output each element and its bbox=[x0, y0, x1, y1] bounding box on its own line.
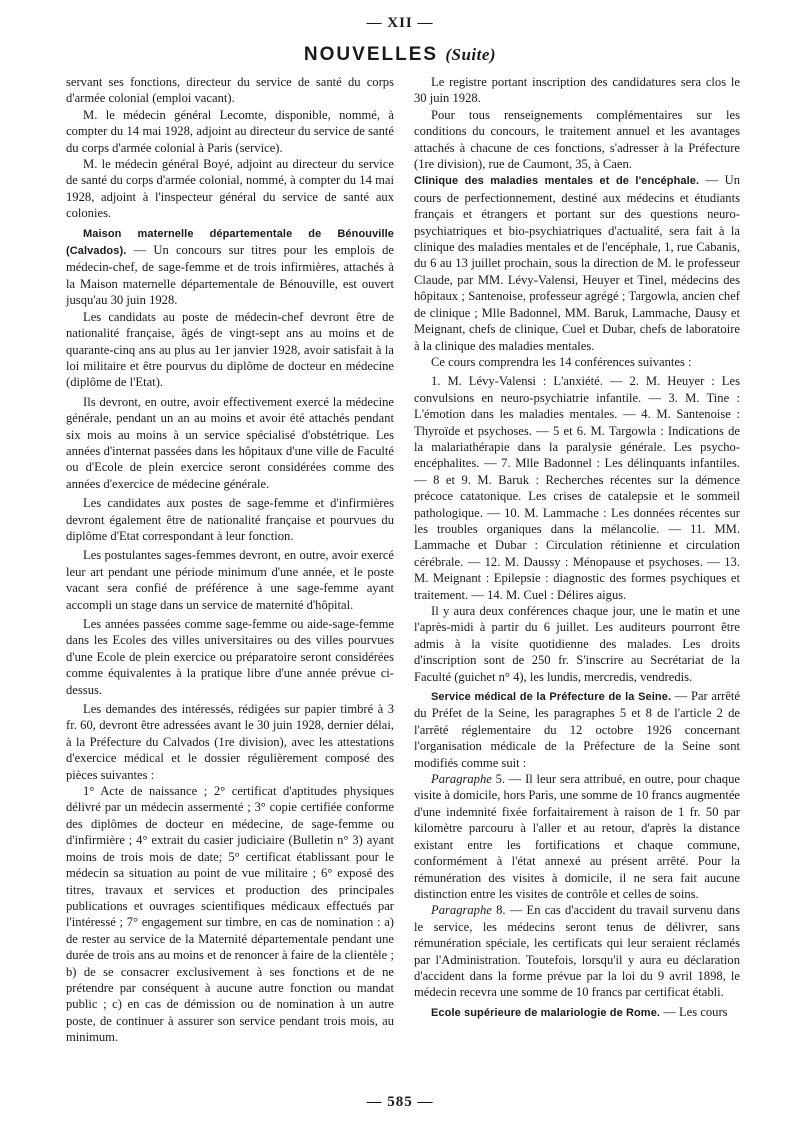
news-item-title: Maison maternelle départementale de Bénouville (Calvados). bbox=[66, 227, 394, 258]
news-item-title: Ecole supérieure de malariologie de Rome. bbox=[431, 1006, 661, 1019]
paragraph bbox=[414, 771, 740, 902]
paragraph: Pour tous renseignements complémentaires sur les conditions du concours, le traitement annuel et les avantages attachés à chacune de ces fonctions, s'adresser à la Préfecture (1re division), rue de Caumont, 35, à Caen. bbox=[414, 107, 740, 172]
paragraph-label: Paragraphe bbox=[431, 903, 492, 918]
paragraph bbox=[414, 902, 740, 1000]
paragraph: Les candidats au poste de médecin-chef devront être de nationalité française, âgés de vingt-sept ans au moins et de quarante-cinq ans au plus au 1er janvier 1928, avoir satisfait à la loi militaire et être pourvus du diplôme de docteur en médecine (diplôme de l'Etat). bbox=[66, 309, 394, 390]
section-title: NOUVELLES bbox=[303, 44, 439, 65]
paragraph: Le registre portant inscription des candidatures sera clos le 30 juin 1928. bbox=[414, 75, 740, 106]
news-item-text: — Un cours de perfectionnement, destiné aux médecins et étudiants français et étrangers et portant sur des questions neuro-psychiatriques et bio-psychiatriques d'actualité, sera fait à la clinique des maladies mentales et de l'encéphale, 1, rue Cabanis, du 6 au 13 juillet prochain, sous la direction de M. le professeur Claude, par MM. Lévy-Valensi, Heuyer et Tinel, médecins des hôpitaux ; Santenoise, professeur agrégé ; Targowla, ancien chef de clinique ; Mlle Badonnel, MM. Baruk, Lammache, Dausy et Meignant, chefs de clinique, Cuel et Dubar, chefs de laboratoire à la clinique des maladies mentales. bbox=[414, 173, 740, 353]
paragraph-label: Paragraphe bbox=[431, 772, 492, 787]
news-item-malariologie bbox=[414, 1004, 740, 1021]
news-item-title: Clinique des maladies mentales et de l'encéphale. bbox=[414, 175, 700, 188]
paragraph: Il y aura deux conférences chaque jour, une le matin et une l'après-midi à partir du 6 juillet. Les auditeurs pourront être admis à la visite quotidienne des malades. Les droits d'inscription sont de 250 fr. S'inscrire au Secrétariat de la Faculté (guichet n° 4), les lundis, mercredis, vendredis. bbox=[414, 604, 740, 684]
paragraph: 1° Acte de naissance ; 2° certificat d'aptitudes physiques délivré par un médecin assermenté ; 3° copie certifiée conforme des diplômes de docteur en médecine, de sage-femme ou d'infirmière ; 4° extrait du casier judiciaire (Bulletin n° 3) ayant moins de trois mois de date; 5° certificat établissant pour le médecin sa situation au point de vue militaire ; 6° exposé des titres, travaux et services et production des principales publications et ouvrages scientifiques médicaux effectués par l'intéressé ; 7° engagement sur timbre, en cas de nomination : a) de rester au service de la Maternité départementale pendant une durée de trois ans au moins et de renoncer à faire de la clientèle ; b) de se consacrer exclusivement à ses fonctions et de ne prétendre par conséquent à aucune autre fonction ou mandat public ; c) en cas de démission ou de nomination à un autre poste, de continuer à assurer son service pendant trois mois, au minimum. bbox=[66, 784, 394, 1045]
left-column bbox=[66, 74, 394, 1046]
paragraph: 1. M. Lévy-Valensi : L'anxiété. — 2. M. Heuyer : Les convulsions en neuro-psychiatrie infantile. — 3. M. Tine : L'émotion dans les maladies mentales. — 4. M. Santenoise : Thyroïde et psychoses. — 5 et 6. M. Targowla : Indications de la malariathérapie dans la paralysie générale. Les psycho-encéphalites. — 7. Mlle Badonnel : Les délinquants infantiles. — 8 et 9. M. Baruk : Recherches récentes sur la démence précoce catatonique. Les crises de catalepsie et le sommeil pathologique. — 10. M. Lammache : Les données récentes sur les troubles organiques dans la mélancolie. — 11. MM. Lammache et Dubar : Circulation rétinienne et circulation cérébrale. — 12. M. Daussy : Ménopause et psychoses. — 13. M. Meignant : Epilepsie : diagnostic des formes psychiques et traitement. — 14. M. Cuel : Délires aigus. bbox=[414, 374, 740, 602]
roman-folio: — XII — bbox=[366, 15, 434, 31]
news-item-text: — Par arrêté du Préfet de la Seine, les paragraphes 5 et 8 de l'article 2 de l'arrêté réglementaire du 12 octobre 1926 concernant l'organisation médicale de la Préfecture de la Seine sont modifiés comme suit : bbox=[414, 689, 741, 770]
section-suite: (Suite) bbox=[445, 45, 497, 64]
paragraph: servant ses fonctions, directeur du service de santé du corps d'armée colonial (emploi vacant). bbox=[66, 75, 394, 106]
paragraph: Les candidates aux postes de sage-femme et d'infirmières devront également être de nationalité française et pourvues du diplôme d'Etat correspondant à leur fonction. bbox=[66, 496, 394, 543]
paragraph-text: 8. — En cas d'accident du travail survenu dans le service, les médecins seront tenus de délivrer, sans rémunération spéciale, les certificats qui leur seraient réclamés par l'Administration. Toutefois, lorsqu'il y aura eu déclaration d'accident dans la forme prévue par la loi du 9 avril 1898, le médecin recevra une somme de 10 francs par certificat établi. bbox=[414, 903, 740, 1000]
page-number: — 585 — bbox=[366, 1094, 434, 1110]
section-heading bbox=[0, 44, 800, 66]
paragraph: Ce cours comprendra les 14 conférences suivantes : bbox=[431, 354, 692, 369]
paragraph: M. le médecin général Lecomte, disponible, nommé, à compter du 14 mai 1928, adjoint au directeur du service de santé du corps d'armée colonial à Paris (service). bbox=[66, 107, 394, 155]
news-item-maison-maternelle bbox=[66, 225, 394, 309]
news-item-text: — Un concours sur titres pour les emplois de médecin-chef, de sage-femme et de trois infirmières, attachés à la Maison maternelle départementale de Bénouville, est ouvert jusqu'au 30 juin 1928. bbox=[66, 243, 394, 308]
paragraph-text: 5. — Il leur sera attribué, en outre, pour chaque visite à domicile, hors Paris, une somme de 10 francs augmentée d'une indemnité fixée forfaitairement à raison de 1 fr. 50 par kilomètre parcouru à l'aller et au retour, d'après la distance existant entre les fortifications et chaque commune, conformément à l'état annexé au présent arrêté. Pour la rémunération des visites à domicile, il ne sera fait aucune distinction entre les visites de contrôle et celles de soins. bbox=[414, 772, 740, 901]
news-item-text: — Les cours bbox=[660, 1004, 728, 1019]
paragraph: Les demandes des intéressés, rédigées sur papier timbré à 3 fr. 60, devront être adressées avant le 30 juin 1928, dernier délai, à la Préfecture du Calvados (1re division), avec les attestations d'exercice médical et le dossier régulièrement composé des pièces suivantes : bbox=[66, 702, 394, 782]
news-item-title: Service médical de la Préfecture de la Seine. bbox=[431, 691, 672, 704]
news-item-prefecture bbox=[414, 688, 740, 771]
news-item-clinique bbox=[414, 172, 740, 353]
paragraph: Les postulantes sages-femmes devront, en outre, avoir exercé leur art pendant une période minimum d'une année, et le poste vacant sera confié de préférence à une sage-femme ayant accompli un stage dans un service de maternité d'hôpital. bbox=[66, 548, 394, 612]
paragraph: M. le médecin général Boyé, adjoint au directeur du service de santé du corps d'armée colonial, nommé, à compter du 14 mai 1928, adjoint à l'inspecteur général du service de santé aux colonies. bbox=[66, 157, 394, 221]
paragraph: Ils devront, en outre, avoir effectivement exercé la médecine générale, pendant un an au moins et avoir été attachés pendant six mois au moins à un service spécialisé d'obstétrique. Les années d'internat passées dans les hôpitaux d'une ville de Faculté ou d'Ecole de plein exercice seront considérées comme des années d'exercice de médecine générale. bbox=[66, 394, 394, 491]
paragraph: Les années passées comme sage-femme ou aide-sage-femme dans les Ecoles des villes universitaires ou des villes pourvues d'une Ecole de plein exercice ou préparatoire seront considérées comme équivalentes à la pratique libre d'une année prévue ci-dessus. bbox=[66, 617, 394, 697]
right-column bbox=[414, 74, 740, 1021]
